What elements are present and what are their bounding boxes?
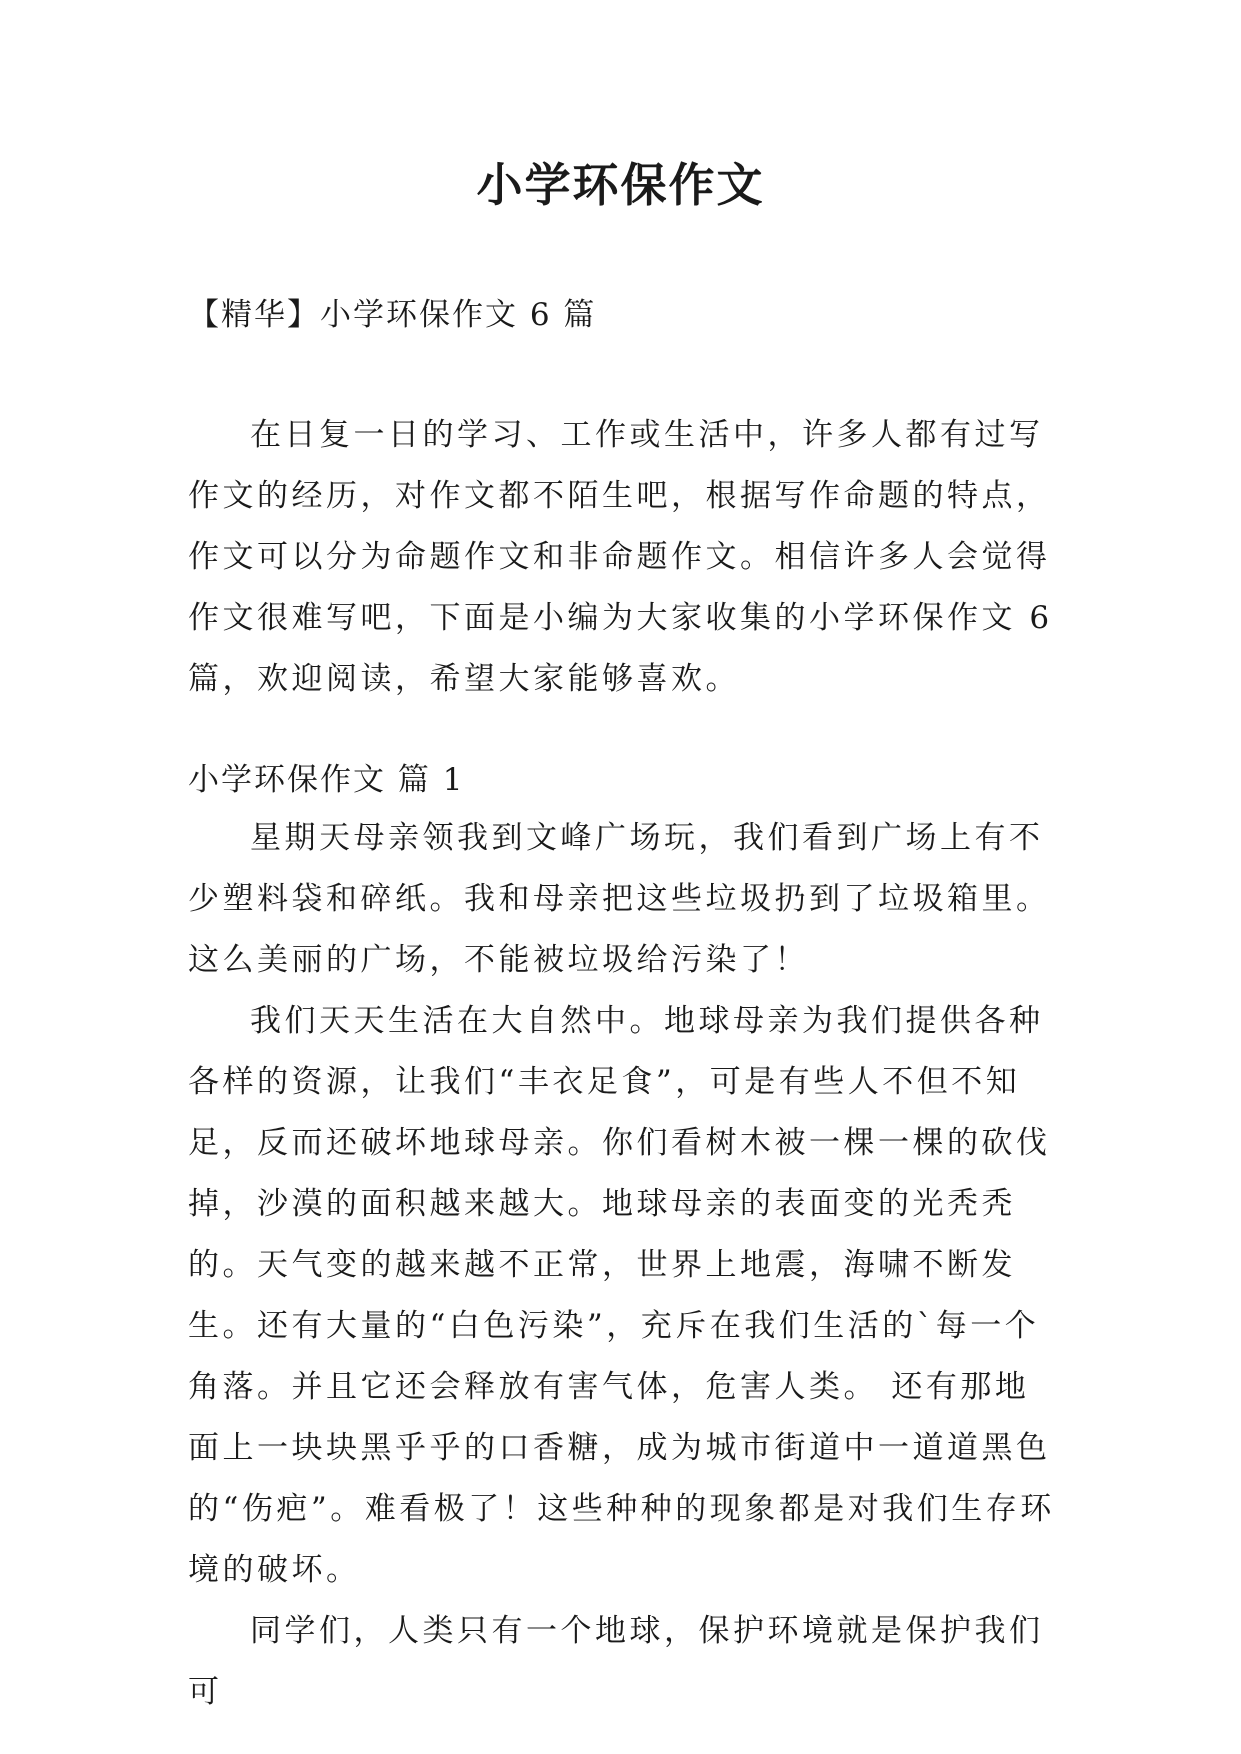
- document-title: 小学环保作文: [476, 158, 765, 212]
- intro-paragraph: 在日复一日的学习、工作或生活中，许多人都有过写作文的经历，对作文都不陌生吧，根据写作命题的特点，作文可以分为命题作文和非命题作文。相信许多人会觉得作文很难写吧，下面是小编为大家收集的小学环保作文 6 篇，欢迎阅读，希望大家能够喜欢。: [188, 417, 1053, 697]
- essay-paragraph: 我们天天生活在大自然中。地球母亲为我们提供各种各样的资源，让我们“丰衣足食”，可是有些人不但不知足，反而还破坏地球母亲。你们看树木被一棵一棵的砍伐掉，沙漠的面积越来越大。地球母亲的表面变的光秃秃的。天气变的越来越不正常，世界上地震，海啸不断发生。还有大量的“白色污染”，充斥在我们生活的`每一个角落。并且它还会释放有害气体，危害人类。 还有那地面上一块块黑乎乎的口香糖，成为城市街道中一道道黑色的“伤疤”。难看极了！这些种种的现象都是对我们生存环境的破坏。: [188, 1003, 1055, 1588]
- intro-block: [188, 405, 1063, 710]
- essay-body: [188, 808, 1063, 1723]
- section-heading: 小学环保作文 篇 1: [188, 762, 465, 798]
- essay-paragraph: 星期天母亲领我到文峰广场玩，我们看到广场上有不少塑料袋和碎纸。我和母亲把这些垃圾扔到了垃圾箱里。这么美丽的广场，不能被垃圾给污染了！: [188, 820, 1051, 978]
- document-subtitle: 【精华】小学环保作文 6 篇: [188, 297, 597, 333]
- essay-paragraph: 同学们，人类只有一个地球，保护环境就是保护我们可: [188, 1613, 1044, 1710]
